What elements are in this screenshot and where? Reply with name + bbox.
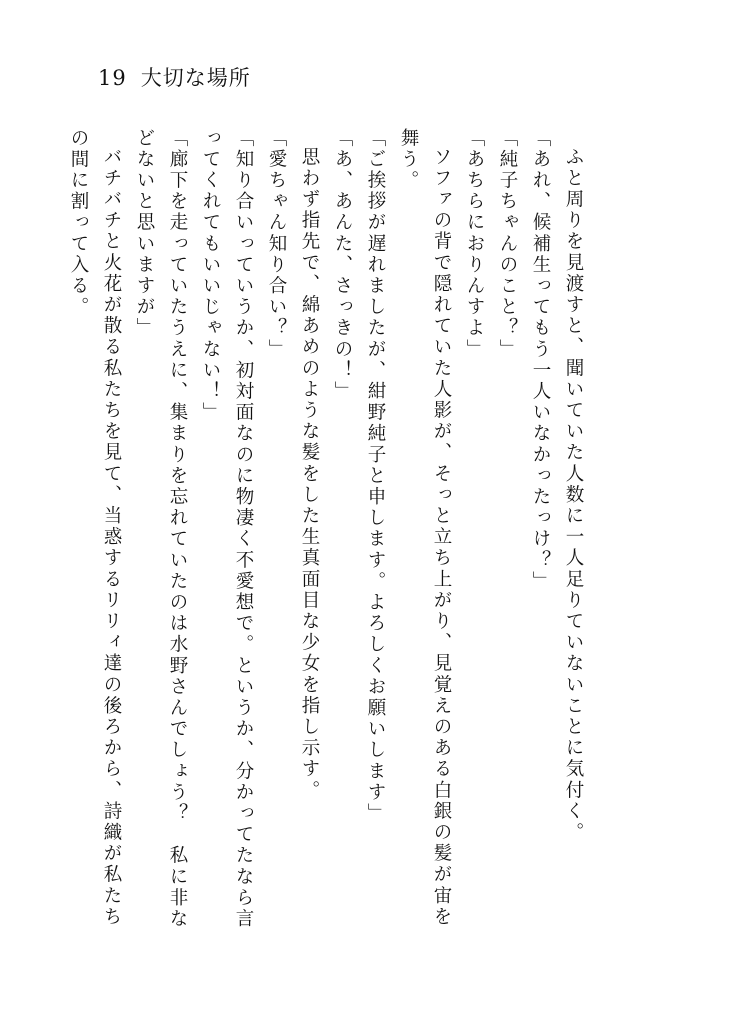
paragraph: 「あ、あんた、さっきの！」 bbox=[332, 128, 353, 403]
paragraph: 「愛ちゃん知り合い？」 bbox=[266, 128, 287, 361]
vertical-body-text bbox=[62, 128, 590, 948]
chapter-heading bbox=[98, 64, 251, 92]
paragraph: ふと周りを見渡すと、聞いていた人数に一人足りていないことに気付く。 bbox=[563, 146, 584, 843]
chapter-number: 19 bbox=[98, 66, 127, 90]
paragraph: 「ご挨拶が遅れましたが、紺野純子と申します。よろしくお願いします」 bbox=[365, 128, 386, 825]
paragraph: 「あちらにおりんすよ」 bbox=[464, 128, 485, 361]
paragraph: 「純子ちゃんのこと？」 bbox=[497, 128, 518, 361]
paragraph: 思わず指先で、綿あめのような髪をした生真面目な少女を指し示す。 bbox=[299, 146, 320, 801]
paragraph: 「知り合いっていうか、初対面なのに物凄く不愛想で。というか、分かってたなら言ってくれてもいいじゃない！」 bbox=[200, 128, 254, 930]
paragraph: 「あれ、候補生ってもう一人いなかったっけ？」 bbox=[530, 128, 551, 593]
paragraph: ソファの背で隠れていた人影が、そっと立ち上がり、見覚えのある白銀の髪が宙を舞う。 bbox=[398, 128, 452, 928]
paragraph: バチバチと火花が散る私たちを見て、当惑するリリィ達の後ろから、詩織が私たちの間に割って入る。 bbox=[68, 128, 122, 928]
chapter-title: 大切な場所 bbox=[140, 66, 251, 90]
paragraph: 「廊下を走っていたうえに、集まりを忘れていたのは水野さんでしょう？ 私に非などないと思いますが」 bbox=[134, 128, 188, 930]
